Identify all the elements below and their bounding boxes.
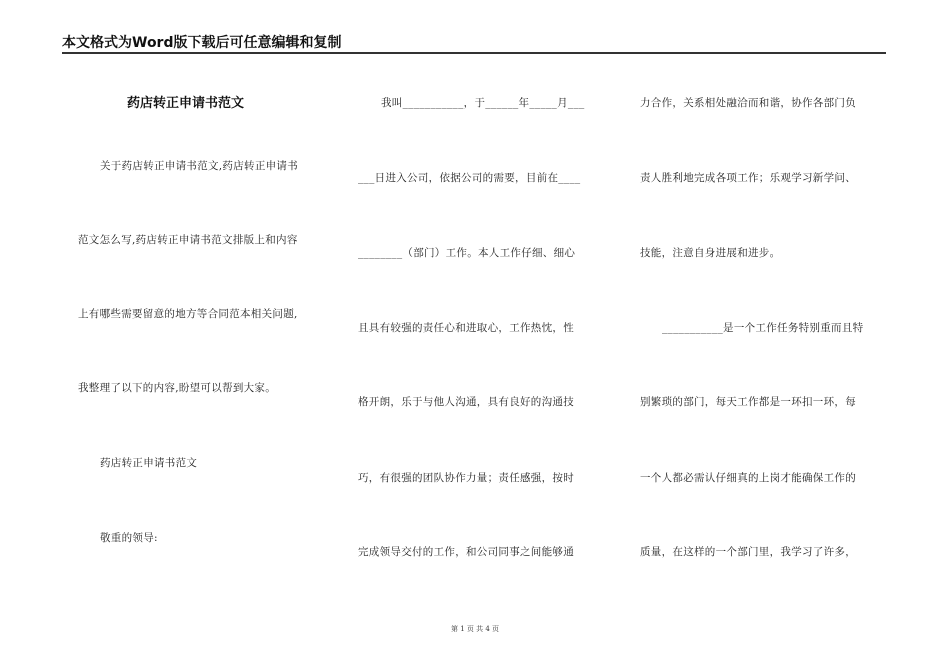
document-title: 药店转正申请书范文 [127, 96, 245, 111]
col1-heading: 药店转正申请书范文 [100, 457, 198, 469]
col2-line: ___日进入公司，依据公司的需要，目前在____ [358, 172, 581, 184]
col2-line: ________（部门）工作。本人工作仔细、细心 [358, 247, 576, 259]
col1-line: 我整理了以下的内容,盼望可以帮到大家。 [78, 382, 277, 394]
col3-line: 责人胜利地完成各项工作；乐观学习新学问、 [640, 172, 856, 184]
header-text: 本文格式为Word版下载后可任意编辑和复制 [62, 35, 342, 51]
col1-line: 上有哪些需要留意的地方等合同范本相关问题, [78, 308, 298, 320]
col3-line: 别繁琐的部门，每天工作都是一环扣一环，每 [640, 396, 856, 408]
col2-line: 且具有较强的责任心和进取心，工作热忱，性 [358, 322, 574, 334]
col3-line: 质量，在这样的一个部门里，我学习了许多， [640, 546, 856, 558]
col1-salutation: 敬重的领导: [100, 532, 158, 544]
col3-line: ___________是一个工作任务特别重而且特 [662, 322, 864, 334]
col2-line: 完成领导交付的工作，和公司同事之间能够通 [358, 546, 574, 558]
col1-line: 关于药店转正申请书范文,药店转正申请书 [100, 160, 299, 172]
col2-line: 我叫___________，于______年_____月___ [381, 97, 585, 109]
col3-line: 一个人都必需认仔细真的上岗才能确保工作的 [640, 472, 856, 484]
col2-line: 巧，有很强的团队协作力量；责任感强，按时 [358, 472, 574, 484]
col2-line: 格开朗，乐于与他人沟通，具有良好的沟通技 [358, 396, 574, 408]
page-footer: 第 1 页 共 4 页 [450, 625, 500, 633]
col3-line: 技能，注意自身进展和进步。 [640, 247, 781, 259]
col3-line: 力合作，关系相处融洽而和谐，协作各部门负 [640, 97, 856, 109]
document-header [62, 30, 886, 54]
col1-line: 范文怎么写,药店转正申请书范文排版上和内容 [78, 234, 298, 246]
